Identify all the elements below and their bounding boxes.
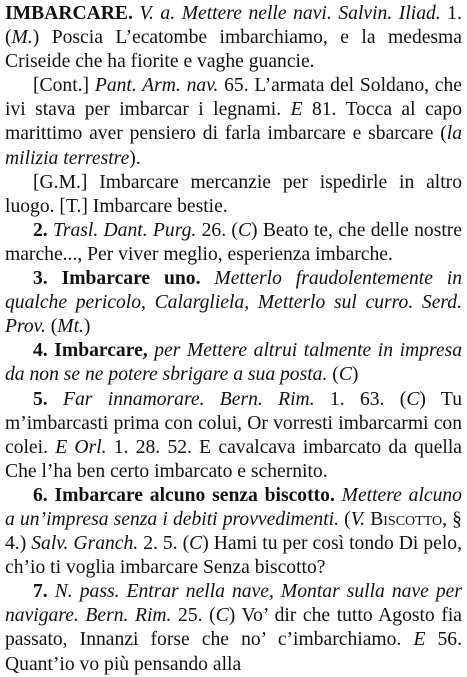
- body-text: 26. (: [196, 219, 238, 241]
- italic-text: C: [237, 219, 252, 241]
- italic-text: C: [189, 533, 203, 555]
- italic-text: E: [413, 629, 426, 651]
- body-text: ): [351, 364, 359, 386]
- entry-paragraph: [5, 171, 462, 219]
- italic-text: C: [338, 364, 352, 386]
- italic-text: Trasl. Dant. Purg.: [53, 219, 197, 241]
- italic-text: Mettere alcuno a un’impresa senza i debiti provvedimenti.: [5, 484, 462, 530]
- sense-label: 6. Imbarcare alcuno senza biscotto.: [33, 484, 335, 506]
- italic-text: per Mettere altrui talmente in impresa da non se ne potere sbrigare a sua posta.: [5, 340, 462, 386]
- entry-paragraph: [5, 74, 462, 170]
- entry-paragraph: [5, 388, 462, 484]
- body-text: (: [327, 364, 339, 386]
- body-text: [Cont.]: [33, 75, 90, 97]
- body-text: (: [339, 508, 351, 530]
- italic-text: V.: [350, 508, 366, 530]
- italic-text: C: [215, 605, 229, 627]
- body-text: 1. (: [5, 3, 462, 49]
- entry-paragraph: [5, 219, 462, 267]
- entry-paragraph: [5, 580, 462, 676]
- body-text: 65. L’armata del Soldano, che ivi stava per imbarcar i legnami.: [5, 75, 462, 121]
- entry-paragraph: [5, 339, 462, 387]
- body-text: 56. Quant’io vo più pensando alla: [5, 629, 462, 675]
- sense-label: IMBARCARE.: [5, 3, 133, 24]
- italic-text: E Orl.: [55, 436, 107, 458]
- sense-label: 3. Imbarcare uno.: [33, 268, 201, 290]
- small-caps-text: Biscotto: [365, 508, 443, 530]
- italic-text: Far innamorare. Bern. Rim.: [63, 388, 315, 410]
- italic-text: V. a. Mettere nelle navi. Salvin. Iliad.: [139, 3, 441, 24]
- body-text: ).: [129, 147, 141, 169]
- body-text: ) Poscia L’ecatombe imbarchiamo, e la medesma Criseide che ha fiorite e vaghe guancie.: [5, 27, 462, 73]
- entry-paragraph: [5, 267, 462, 339]
- italic-text: la milizia terrestre: [5, 123, 462, 169]
- body-text: ) Tu m’imbarcasti prima con colui, Or vorresti imbarcarmi con colei.: [5, 388, 462, 458]
- entry-paragraph: [5, 484, 462, 580]
- italic-text: Salv. Granch.: [31, 533, 139, 555]
- body-text: 2. 5. (: [138, 533, 190, 555]
- body-text: [201, 268, 215, 289]
- italic-text: M.: [11, 27, 33, 49]
- sense-label: 2.: [33, 219, 48, 241]
- sense-label: 4. Imbarcare,: [33, 340, 148, 362]
- italic-text: E: [290, 99, 303, 121]
- body-text: [G.M.] Imbarcare mercanzie per ispedirle in altro luogo. [T.] Imbarcare bestie.: [5, 171, 462, 217]
- body-text: [48, 581, 55, 602]
- body-text: ) Hami tu per così tondo Di pelo, ch’io ti voglia imbarcare Senza biscotto?: [5, 533, 462, 579]
- body-text: [133, 3, 140, 24]
- body-text: ) Beato te, che delle nostre marche..., Per viver meglio, esperienza imbarche.: [5, 219, 462, 265]
- italic-text: Metterlo fraudolentemente in qualche pericolo, Calargliela, Metterlo sul curro. Serd. Prov.: [5, 268, 463, 338]
- body-text: 1. 63. (: [314, 388, 407, 410]
- italic-text: N. pass. Entrar nella nave, Montar sulla nave per navigare. Bern. Rim.: [5, 581, 462, 627]
- entry-paragraph: [5, 2, 462, 74]
- italic-text: Mt.: [57, 316, 84, 338]
- italic-text: C: [406, 388, 420, 410]
- body-text: (: [45, 316, 58, 338]
- body-text: ) Vo’ dir che tutto Agosto fia passato, Innanzi forse che no’ c’imbarchiamo.: [5, 605, 462, 651]
- dictionary-entry: [5, 2, 462, 677]
- sense-label: 7.: [33, 581, 48, 603]
- body-text: [48, 389, 63, 410]
- body-text: 81. Tocca al capo marittimo aver pensiero di farla imbarcare e sbarcare (: [5, 99, 462, 145]
- italic-text: Pant. Arm. nav.: [89, 75, 219, 97]
- body-text: 1. 28. 52. E cavalcava imbarcato da quella Che l’ha ben certo imbarcato e schernito.: [5, 436, 463, 482]
- sense-label: 5.: [33, 388, 48, 410]
- body-text: , § 4.): [5, 508, 462, 555]
- body-text: 25. (: [171, 605, 216, 627]
- body-text: ): [83, 316, 91, 338]
- body-text: [335, 485, 342, 506]
